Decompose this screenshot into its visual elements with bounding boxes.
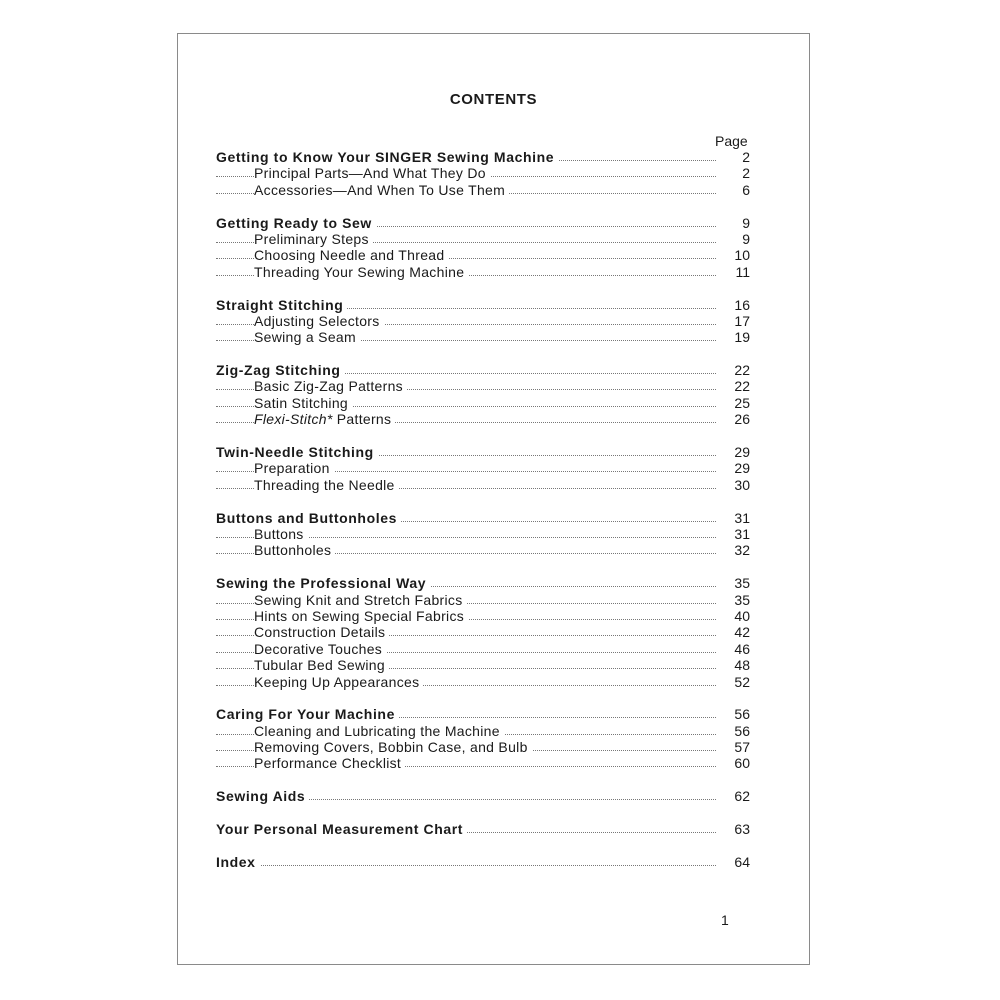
toc-entry-page-number: 19 [734,329,750,346]
toc-subsection-entry [216,329,750,345]
toc-subsection-entry [216,641,750,657]
section-spacer [216,493,750,509]
toc-subsection-entry [216,739,750,755]
toc-entry-title: Keeping Up Appearances [254,674,423,690]
toc-section-entry [216,706,750,722]
toc-entry-title: Index [216,854,260,870]
page-column-label: Page [715,133,748,149]
toc-subsection-entry [216,395,750,411]
toc-entry-title: Straight Stitching [216,297,347,313]
toc-entry-title: Buttonholes [254,542,335,558]
section-spacer [216,559,750,575]
toc-entry-title: Threading Your Sewing Machine [254,264,468,280]
toc-subsection-entry [216,624,750,640]
toc-entry-title: Sewing a Seam [254,329,360,345]
toc-entry-title: Zig-Zag Stitching [216,362,345,378]
toc-subsection-entry [216,755,750,771]
toc-entry-title: Your Personal Measurement Chart [216,821,467,837]
section-spacer [216,690,750,706]
toc-section-entry [216,510,750,526]
toc-entry-title: Threading the Needle [254,477,399,493]
toc-entry-page-number: 26 [734,411,750,428]
section-spacer [216,772,750,788]
page-title: CONTENTS [449,91,538,108]
toc-entry-title: Cleaning and Lubricating the Machine [254,723,504,739]
toc-subsection-entry [216,657,750,673]
toc-section-entry [216,444,750,460]
toc-entry-title: Accessories—And When To Use Them [254,182,509,198]
toc-entry-title: Construction Details [254,624,389,640]
toc-entry-title: Hints on Sewing Special Fabrics [254,608,468,624]
toc-entry-page-number: 6 [742,181,750,198]
toc-entry-title: Tubular Bed Sewing [254,657,389,673]
toc-entry-title: Decorative Touches [254,641,386,657]
toc-entry-title: Choosing Needle and Thread [254,247,448,263]
toc-subsection-entry [216,313,750,329]
toc-subsection-entry [216,592,750,608]
toc-entry-page-number: 25 [734,394,750,411]
section-spacer [216,346,750,362]
toc-subsection-entry [216,542,750,558]
toc-entry-title: Satin Stitching [254,395,352,411]
toc-entry-title-italic: Flexi-Stitch* [254,411,333,428]
section-spacer [216,805,750,821]
toc-entry-page-number: 48 [734,657,750,674]
toc-entry-title: Adjusting Selectors [254,313,384,329]
toc-entry-title: Sewing Knit and Stretch Fabrics [254,592,467,608]
toc-entry-title: Buttons [254,526,308,542]
toc-subsection-entry [216,723,750,739]
toc-section-entry [216,362,750,378]
toc-entry-page-number: 10 [734,247,750,264]
toc-subsection-entry [216,608,750,624]
toc-subsection-entry [216,378,750,394]
section-spacer [216,198,750,214]
toc-entry-title: Preliminary Steps [254,231,373,247]
toc-subsection-entry [216,165,750,181]
toc-entry-page-number: 64 [734,853,750,870]
section-spacer [216,280,750,296]
toc-entry-page-number: 40 [734,607,750,624]
toc-subsection-entry [216,182,750,198]
toc-entry-page-number: 46 [734,640,750,657]
toc-entry-title [254,411,395,427]
toc-entry-title: Getting Ready to Sew [216,215,376,231]
toc-entry-title: Buttons and Buttonholes [216,510,401,526]
toc-section-entry [216,821,750,837]
toc-subsection-entry [216,264,750,280]
toc-subsection-entry [216,411,750,427]
toc-subsection-entry [216,477,750,493]
toc-entry-page-number: 52 [734,673,750,690]
toc-entry-page-number: 29 [734,444,750,461]
table-of-contents [216,149,750,870]
toc-section-entry [216,215,750,231]
toc-entry-page-number: 31 [734,509,750,526]
toc-entry-page-number: 29 [734,460,750,477]
toc-section-entry [216,149,750,165]
toc-subsection-entry [216,247,750,263]
toc-entry-title: Preparation [254,460,334,476]
footer-page-number: 1 [721,912,729,928]
toc-entry-title: Caring For Your Machine [216,706,399,722]
toc-entry-page-number: 63 [734,821,750,838]
toc-subsection-entry [216,526,750,542]
toc-entry-title: Performance Checklist [254,755,405,771]
toc-entry-title: Sewing Aids [216,788,309,804]
toc-entry-page-number: 57 [734,739,750,756]
toc-section-entry [216,854,750,870]
toc-entry-page-number: 35 [734,591,750,608]
toc-entry-title: Getting to Know Your SINGER Sewing Machine [216,149,558,165]
toc-entry-page-number: 42 [734,624,750,641]
toc-entry-title: Sewing the Professional Way [216,575,430,591]
toc-entry-page-number: 56 [734,722,750,739]
toc-entry-page-number: 31 [734,525,750,542]
toc-entry-page-number: 22 [734,362,750,379]
toc-entry-title: Removing Covers, Bobbin Case, and Bulb [254,739,532,755]
toc-entry-page-number: 2 [742,165,750,182]
toc-entry-page-number: 16 [734,296,750,313]
toc-entry-page-number: 62 [734,788,750,805]
toc-section-entry [216,297,750,313]
section-spacer [216,428,750,444]
toc-entry-page-number: 9 [742,230,750,247]
toc-entry-page-number: 17 [734,312,750,329]
toc-entry-title: Principal Parts—And What They Do [254,165,490,181]
toc-subsection-entry [216,231,750,247]
toc-entry-title-rest: Patterns [332,411,392,428]
toc-entry-page-number: 60 [734,755,750,772]
toc-section-entry [216,788,750,804]
document-page [177,33,810,965]
toc-section-entry [216,575,750,591]
section-spacer [216,837,750,853]
toc-entry-title: Twin-Needle Stitching [216,444,378,460]
toc-entry-page-number: 30 [734,476,750,493]
toc-subsection-entry [216,674,750,690]
toc-entry-page-number: 56 [734,706,750,723]
toc-entry-page-number: 9 [742,214,750,231]
toc-entry-page-number: 22 [734,378,750,395]
toc-entry-page-number: 2 [742,149,750,165]
toc-subsection-entry [216,460,750,476]
toc-entry-page-number: 11 [735,263,750,280]
toc-entry-page-number: 35 [734,575,750,592]
dot-leader [216,865,716,866]
toc-entry-page-number: 32 [734,542,750,559]
toc-entry-title: Basic Zig-Zag Patterns [254,378,407,394]
